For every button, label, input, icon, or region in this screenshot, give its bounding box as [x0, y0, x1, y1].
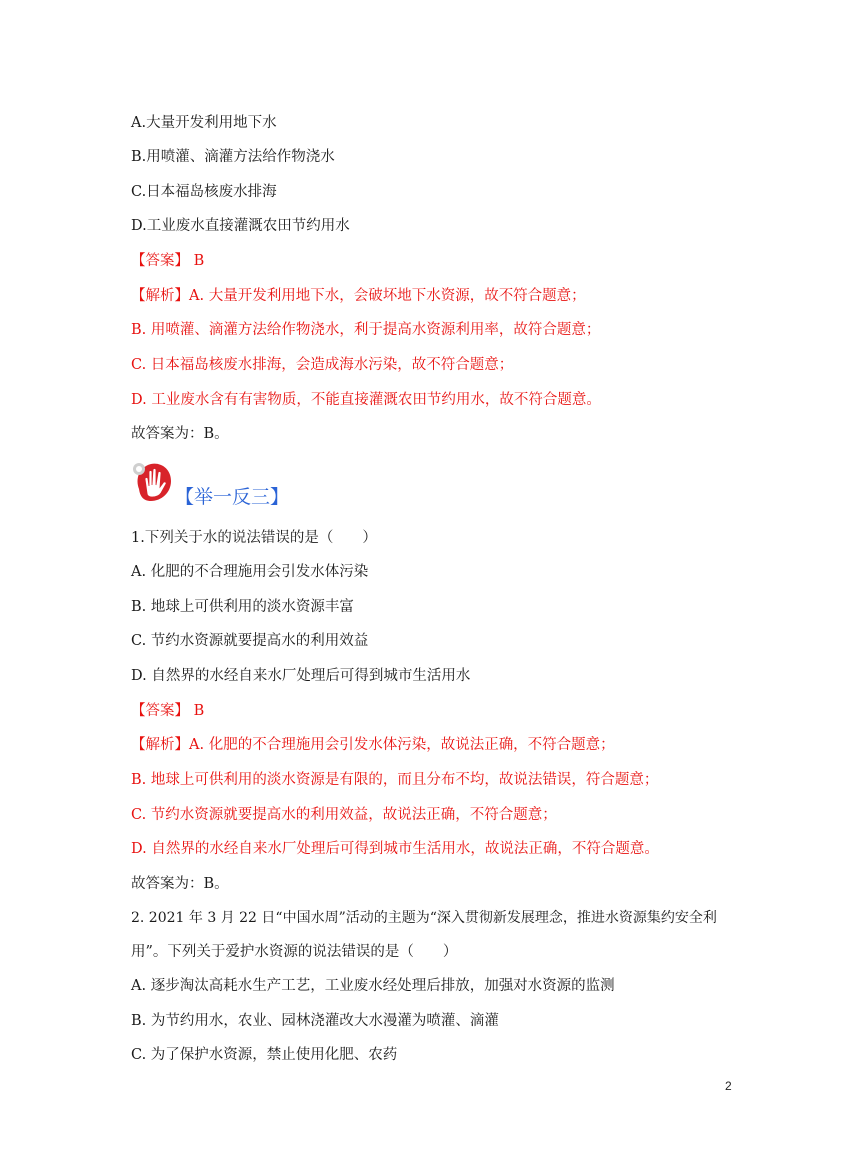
- analysis-line: D. 自然界的水经自来水厂处理后可得到城市生活用水，故说法正确，不符合题意。: [131, 841, 659, 857]
- conclusion: 故答案为：B。: [131, 876, 229, 892]
- analysis-line: B. 用喷灌、滴灌方法给作物浇水，利于提高水资源利用率，故符合题意；: [131, 322, 601, 338]
- answer: 【答案】 B: [131, 253, 205, 269]
- option-c: C. 节约水资源就要提高水的利用效益: [131, 633, 369, 649]
- option-b: B. 地球上可供利用的淡水资源丰富: [131, 599, 354, 615]
- analysis-line: C. 节约水资源就要提高水的利用效益，故说法正确，不符合题意；: [131, 807, 557, 823]
- option-c: C. 为了保护水资源，禁止使用化肥、农药: [131, 1047, 398, 1063]
- answer: 【答案】 B: [131, 703, 205, 719]
- banner-title: 【举一反三】: [175, 486, 290, 508]
- option-a: A. 逐步淘汰高耗水生产工艺，工业废水经处理后排放，加强对水资源的监测: [131, 978, 615, 994]
- option-b: B.用喷灌、滴灌方法给作物浇水: [131, 149, 335, 165]
- option-a: A. 化肥的不合理施用会引发水体污染: [131, 564, 369, 580]
- option-d: D.工业废水直接灌溉农田节约用水: [131, 218, 350, 234]
- conclusion: 故答案为：B。: [131, 426, 229, 442]
- question-stem-continued: 用”。下列关于爱护水资源的说法错误的是（ ）: [131, 944, 458, 960]
- analysis-line: B. 地球上可供利用的淡水资源是有限的，而且分布不均，故说法错误，符合题意；: [131, 772, 659, 788]
- question-stem: 1.下列关于水的说法错误的是（ ）: [131, 530, 377, 546]
- option-d: D. 自然界的水经自来水厂处理后可得到城市生活用水: [131, 668, 471, 684]
- hand-icon: [131, 459, 177, 505]
- analysis-line: 【解析】A. 化肥的不合理施用会引发水体污染，故说法正确，不符合题意；: [131, 737, 615, 753]
- analysis-line: 【解析】A. 大量开发利用地下水，会破坏地下水资源，故不符合题意；: [131, 288, 586, 304]
- analysis-line: C. 日本福岛核废水排海，会造成海水污染，故不符合题意；: [131, 357, 514, 373]
- option-a: A.大量开发利用地下水: [131, 115, 277, 131]
- option-c: C.日本福岛核废水排海: [131, 184, 277, 200]
- section-banner: [131, 459, 431, 515]
- option-b: B. 为节约用水，农业、园林浇灌改大水漫灌为喷灌、滴灌: [131, 1013, 499, 1029]
- question-stem: 2. 2021 年 3 月 22 日“中国水周”活动的主题为“深入贯彻新发展理念，推进水资源集约安全利: [131, 910, 717, 926]
- analysis-line: D. 工业废水含有有害物质，不能直接灌溉农田节约用水，故不符合题意。: [131, 392, 601, 408]
- page-number: 2: [725, 1079, 732, 1093]
